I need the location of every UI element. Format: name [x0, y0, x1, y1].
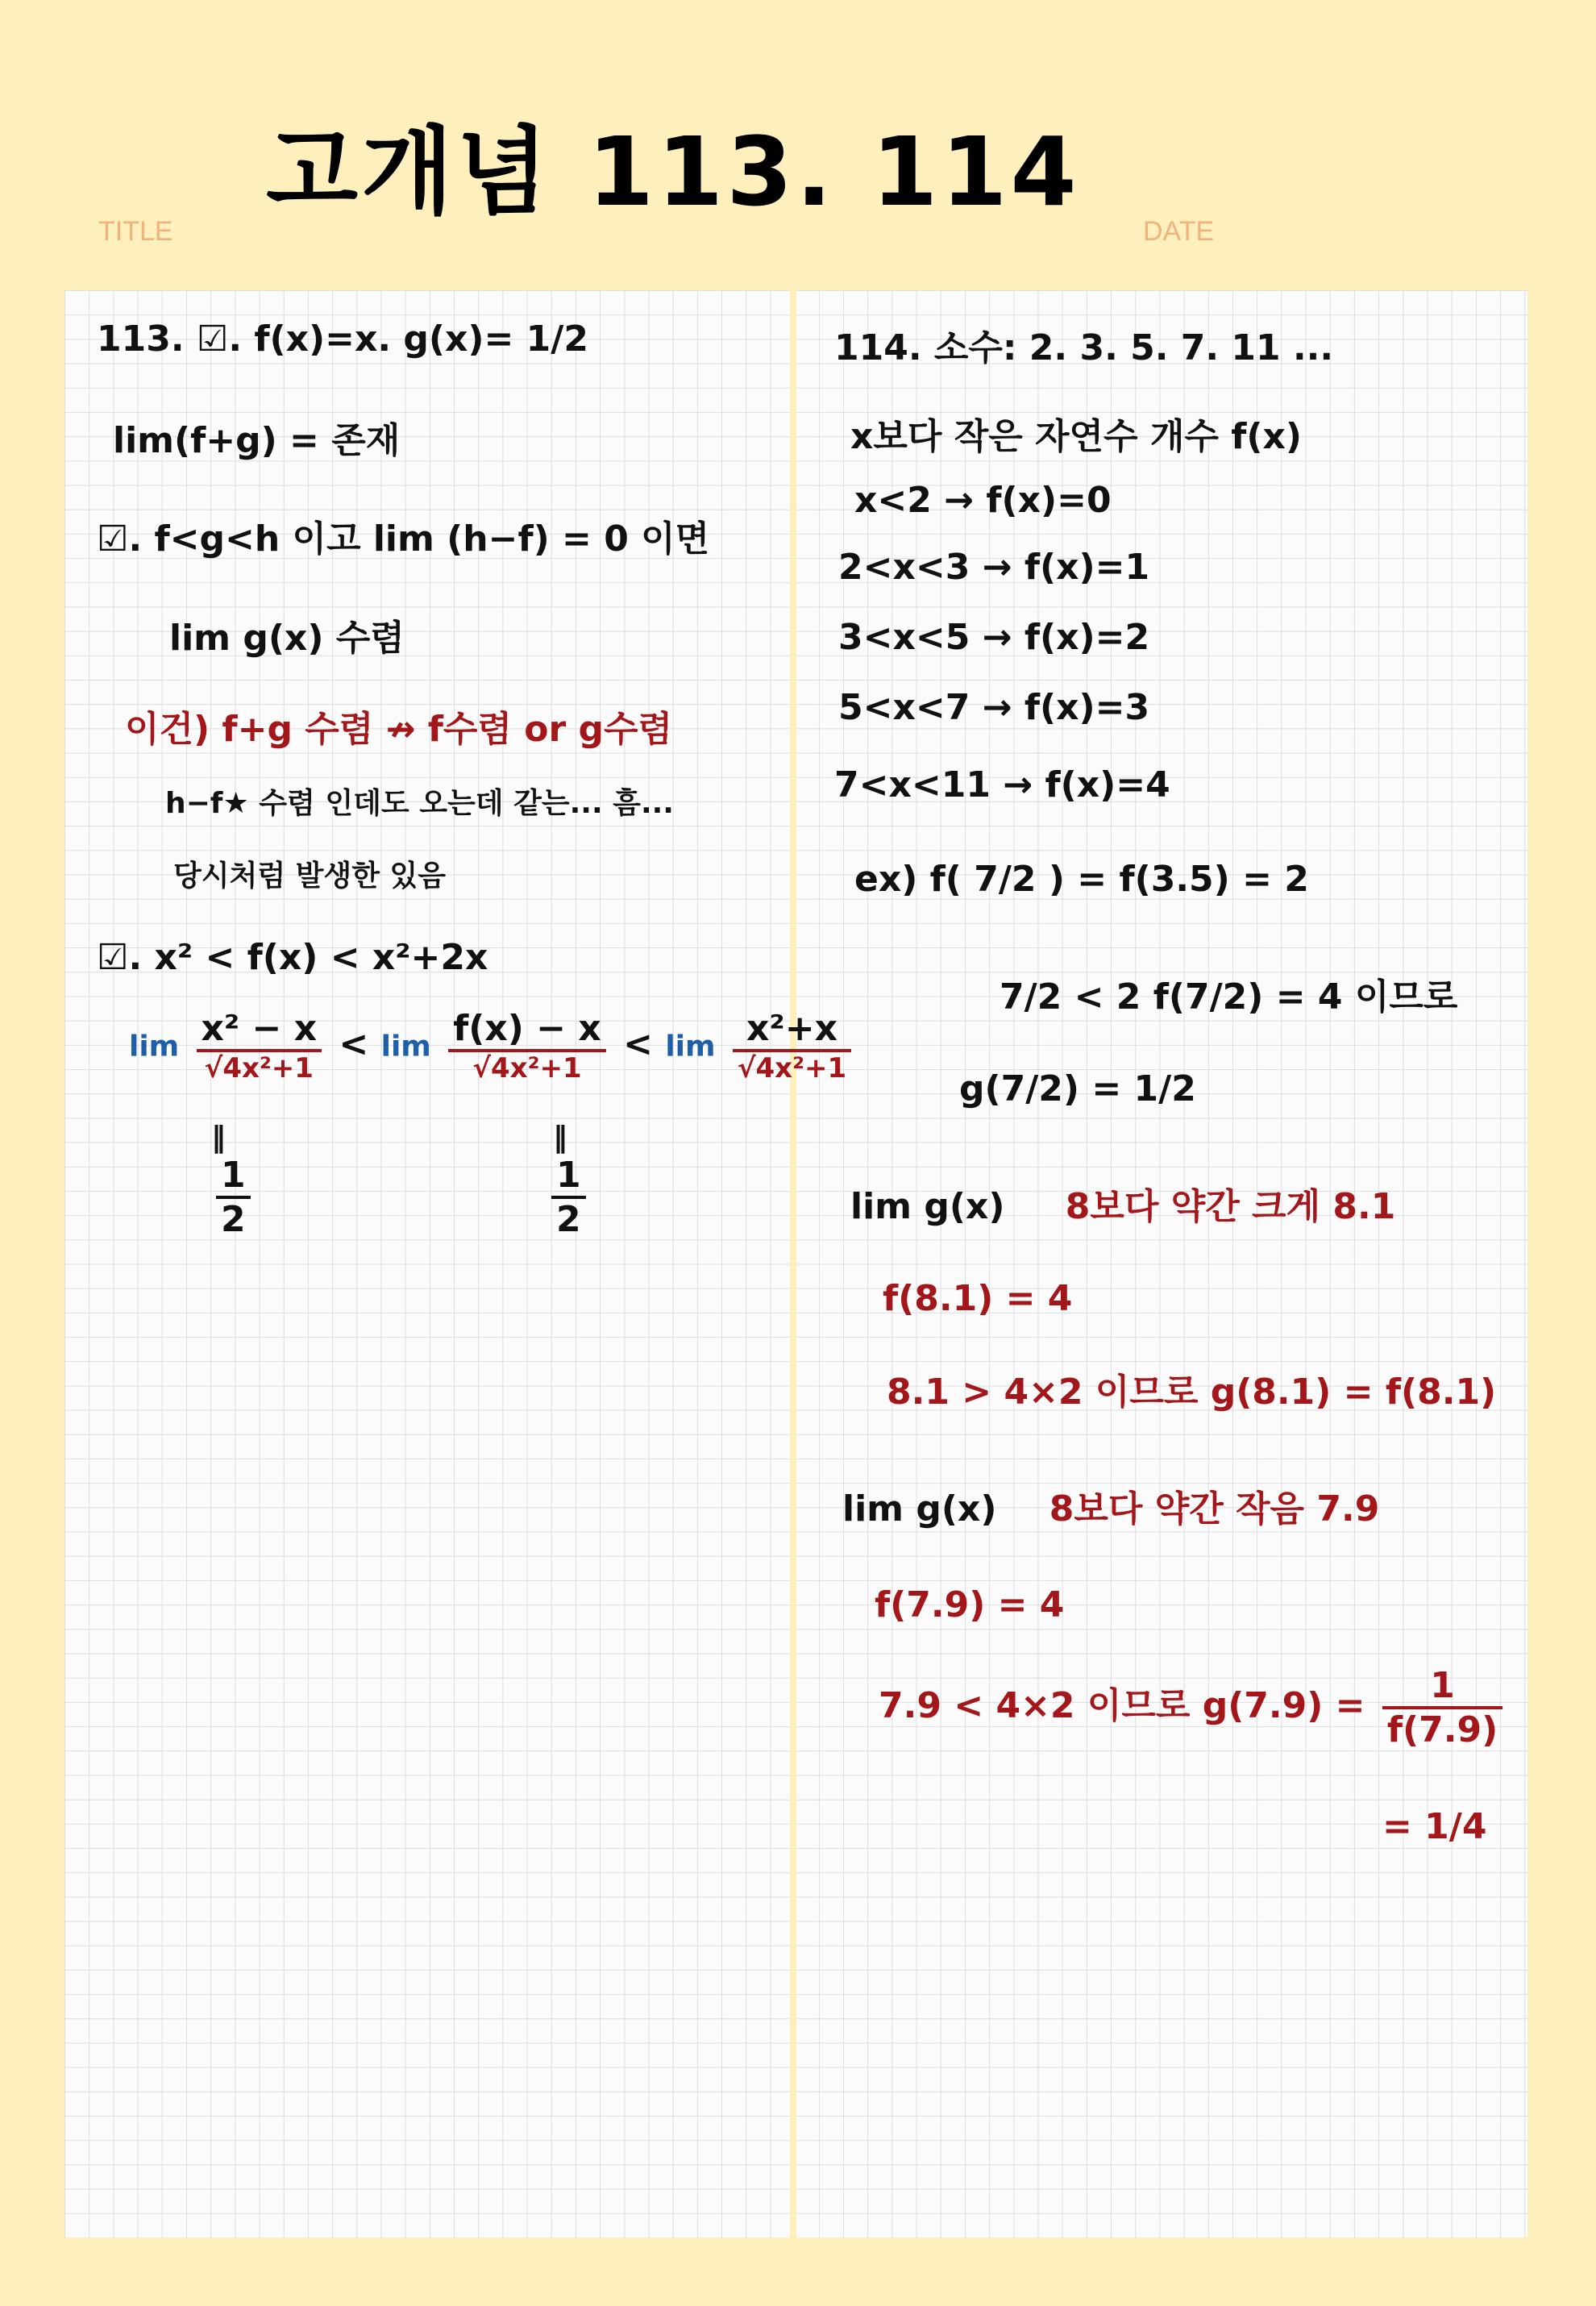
- denominator-2: √4x²+1: [472, 1052, 582, 1084]
- f-7-9: f(7.9) = 4: [875, 1584, 1065, 1625]
- numerator-3: x²+x: [733, 1008, 851, 1052]
- column-divider: [790, 290, 796, 2237]
- equals-mark-1: ‖: [211, 1121, 226, 1154]
- squeeze-inequality: [129, 1008, 856, 1084]
- limit-label-2: lim: [380, 1030, 431, 1064]
- example-compare: 7/2 < 2 f(7/2) = 4 이므로: [1000, 976, 1458, 1018]
- left-limit-line: [842, 1480, 1379, 1531]
- note-g-converges: lim g(x) 수렴: [169, 618, 405, 659]
- case-5: 7<x<11 → f(x)=4: [834, 764, 1170, 805]
- g-7-9-denominator: f(7.9): [1386, 1709, 1498, 1750]
- g-7-9-result: = 1/4: [1382, 1806, 1487, 1847]
- g-7-9-line: [879, 1665, 1507, 1750]
- note-counterexample: 이건) f+g 수렴 ↛ f수렴 or g수렴: [125, 709, 672, 750]
- limit-label-3: lim: [665, 1030, 716, 1064]
- g-7-9-numerator: 1: [1382, 1665, 1502, 1709]
- note-f-definition: x보다 작은 자연수 개수 f(x): [850, 416, 1302, 457]
- case-4: 5<x<7 → f(x)=3: [838, 687, 1150, 728]
- right-limit-expression: lim g(x): [850, 1186, 1005, 1227]
- denominator-3: √4x²+1: [737, 1052, 847, 1084]
- numerator-1: x² − x: [197, 1008, 322, 1052]
- date-label: DATE: [1143, 216, 1215, 247]
- note-comment-1: h−f★ 수렴 인데도 오는데 같는... 흠...: [165, 787, 674, 820]
- f-8-1: f(8.1) = 4: [883, 1278, 1073, 1319]
- case-3: 3<x<5 → f(x)=2: [838, 617, 1150, 658]
- note-squeeze-condition: ☑. f<g<h 이고 lim (h−f) = 0 이면: [97, 518, 710, 560]
- note-comment-2: 당시처럼 발생한 있음: [173, 860, 447, 893]
- equals-mark-3: ‖: [553, 1121, 567, 1154]
- title-label: TITLE: [98, 216, 173, 247]
- left-limit-expression: lim g(x): [842, 1488, 997, 1530]
- case-1: x<2 → f(x)=0: [854, 480, 1112, 521]
- example-g-7-2: g(7/2) = 1/2: [959, 1068, 1196, 1109]
- value-1-numerator: 1: [216, 1155, 251, 1199]
- note-113-header: 113. ☑. f(x)=x. g(x)= 1/2: [97, 318, 588, 360]
- case-2: 2<x<3 → f(x)=1: [838, 547, 1150, 588]
- g-7-9-expression: 7.9 < 4×2 이므로 g(7.9) =: [879, 1685, 1365, 1726]
- note-limit-exists: lim(f+g) = 존재: [113, 420, 401, 461]
- g-8-1: 8.1 > 4×2 이므로 g(8.1) = f(8.1): [887, 1372, 1497, 1413]
- value-half-1: [211, 1155, 256, 1240]
- value-3-numerator: 1: [551, 1155, 586, 1199]
- value-1-denominator: 2: [221, 1199, 246, 1240]
- numerator-2: f(x) − x: [448, 1008, 606, 1052]
- denominator-1: √4x²+1: [204, 1052, 314, 1084]
- right-limit-note: 8보다 약간 크게 8.1: [1065, 1186, 1396, 1227]
- page-title: 고개념 113. 114: [266, 116, 1080, 227]
- less-than-2: <: [623, 1023, 653, 1065]
- left-limit-note: 8보다 약간 작음 7.9: [1049, 1488, 1380, 1530]
- example-f-7-2: ex) f( 7/2 ) = f(3.5) = 2: [854, 859, 1309, 900]
- note-114-header: 114. 소수: 2. 3. 5. 7. 11 ...: [834, 327, 1334, 368]
- less-than-1: <: [339, 1023, 369, 1065]
- note-inequality: ☑. x² < f(x) < x²+2x: [97, 937, 488, 978]
- value-half-3: [547, 1155, 591, 1240]
- value-3-denominator: 2: [556, 1199, 581, 1240]
- right-limit-line: [850, 1177, 1395, 1229]
- limit-label-1: lim: [129, 1030, 180, 1064]
